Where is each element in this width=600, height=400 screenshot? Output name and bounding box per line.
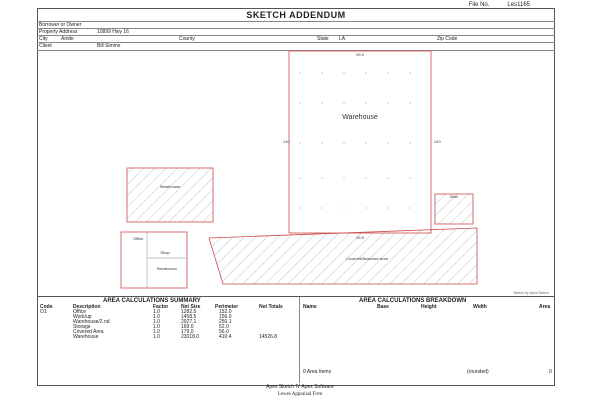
- warehouse-label: Warehouse: [342, 114, 378, 121]
- footer-firm: Lewes Appraisal Firm: [277, 392, 323, 397]
- row-0-desc: Office: [73, 309, 86, 315]
- client-row: Client Bill Simms: [37, 42, 555, 51]
- row-4-size: 179.0: [181, 329, 194, 335]
- row-0-code: O1: [40, 309, 47, 315]
- warehouse-outline: [289, 51, 431, 233]
- footer-software: Apex Sketch IV Apex Software: [266, 384, 334, 390]
- row-2-perim: 250.1: [219, 319, 232, 325]
- row-0-factor: 1.0: [153, 309, 160, 315]
- floor-sketch: [37, 48, 555, 296]
- row-5-perim: 410.4: [219, 334, 232, 340]
- city-row: City Amite County State LA Zip Code: [37, 35, 555, 43]
- small-warehouse: [127, 168, 213, 222]
- covered-area: [209, 228, 477, 284]
- breakdown-footer-mid: (rounded): [467, 369, 489, 375]
- area-summary: [37, 296, 555, 383]
- warehouse-side-dim: 240: [283, 139, 290, 144]
- breakdown-footer-left: 0 Area Items: [303, 369, 332, 375]
- col-factor: Factor: [153, 304, 169, 310]
- col-code: Code: [40, 304, 53, 310]
- page-title: SKETCH ADDENDUM: [246, 10, 346, 20]
- small-warehouse-label: Warehouse: [159, 184, 181, 189]
- row-2-factor: 1.0: [153, 319, 160, 325]
- breakdown-footer-right: 0: [549, 369, 552, 375]
- col-desc: Description: [73, 304, 101, 310]
- borrower-row: Borrower or Owner: [37, 21, 555, 29]
- row-5-total: 14526.8: [259, 334, 278, 340]
- row-5-factor: 1.0: [153, 334, 160, 340]
- office-sub-label2: Breakroom: [157, 266, 177, 271]
- col-name: Name: [303, 304, 317, 310]
- row-0-perim: 152.0: [219, 309, 232, 315]
- row-3-size: 169.0: [181, 324, 194, 330]
- row-3-desc: Storage: [73, 324, 91, 330]
- row-0-size: 1282.5: [181, 309, 197, 315]
- breakdown-title: AREA CALCULATIONS BREAKDOWN: [359, 298, 467, 304]
- row-1-perim: 156.0: [219, 314, 232, 320]
- row-1-factor: 1.0: [153, 314, 160, 320]
- col-area: Area: [539, 304, 551, 310]
- col-height: Height: [421, 304, 437, 310]
- office-label: Office: [133, 236, 144, 241]
- summary-title: AREA CALCULATIONS SUMMARY: [103, 298, 201, 304]
- col-size: Net Size: [181, 304, 201, 310]
- col-perim: Perimeter: [215, 304, 239, 310]
- row-5-size: 23018.0: [181, 334, 200, 340]
- warehouse-top-dim: 95.5: [356, 52, 364, 57]
- row-4-perim: 56.0: [219, 329, 229, 335]
- row-2-desc: Warehouse/2.nd: [73, 319, 110, 325]
- office-block: [121, 232, 187, 288]
- row-1-desc: Work/up: [73, 314, 92, 320]
- office-sub-label: Shop: [160, 250, 170, 255]
- row-4-desc: Covered Area: [73, 329, 104, 335]
- row-4-factor: 1.0: [153, 329, 160, 335]
- col-base: Base: [377, 304, 389, 310]
- row-5-desc: Warehouse: [73, 334, 99, 340]
- file-number: File No. Les1165: [468, 2, 530, 8]
- address-row: Property Address 10899 Hwy 16: [37, 28, 555, 36]
- col-total: Net Totals: [259, 304, 283, 310]
- covered-area-label: Covered/Business Area: [346, 256, 388, 261]
- row-2-size: 2927.1: [181, 319, 197, 325]
- row-3-perim: 52.0: [219, 324, 229, 330]
- row-1-size: 1458.5: [181, 314, 197, 320]
- col-width: Width: [473, 304, 487, 310]
- row-3-factor: 1.0: [153, 324, 160, 330]
- warehouse-right-dim: 240: [434, 139, 441, 144]
- stair-label: Stair: [449, 194, 459, 199]
- sketch-credit: Sketch by Apex Sketch: [513, 291, 549, 295]
